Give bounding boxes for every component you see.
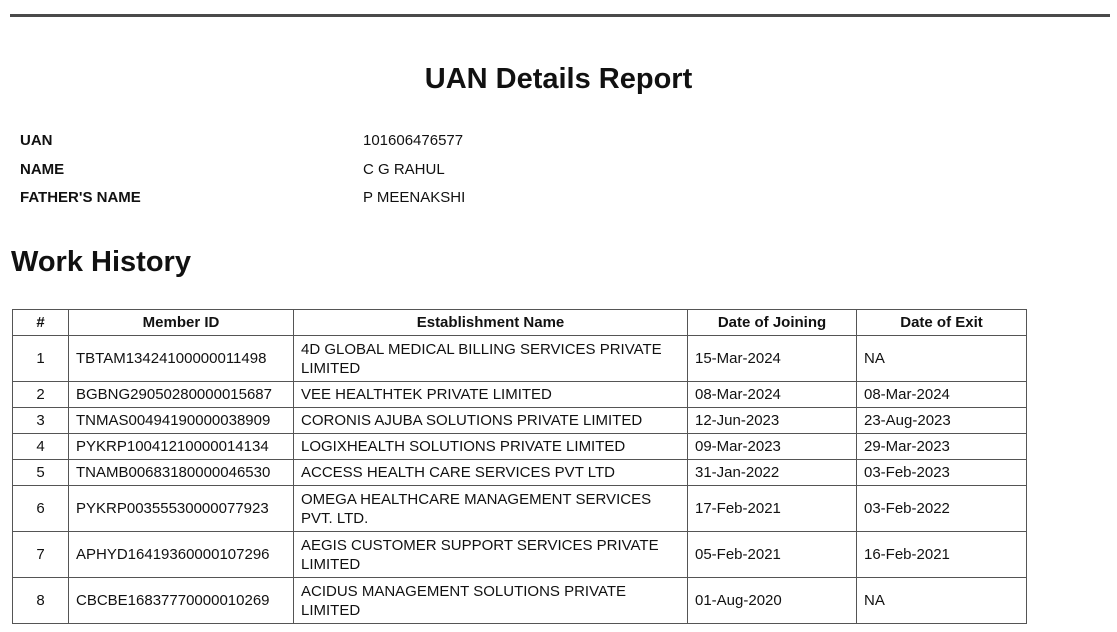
member-id-cell: PYKRP10041210000014134	[69, 434, 294, 460]
row-number: 5	[13, 460, 69, 486]
member-id-cell: PYKRP00355530000077923	[69, 486, 294, 532]
member-id-cell: TNMAS00494190000038909	[69, 408, 294, 434]
father-name-value: P MEENAKSHI	[363, 189, 466, 206]
name-value: C G RAHUL	[363, 160, 445, 178]
row-number: 4	[13, 434, 69, 460]
work-history-title: Work History	[11, 246, 191, 278]
column-header-date-of-exit: Date of Exit	[857, 310, 1027, 336]
row-number: 8	[13, 578, 69, 624]
table-row	[13, 578, 1027, 624]
table-row	[13, 382, 1027, 408]
name-label: NAME	[20, 160, 65, 178]
establishment-cell: ACCESS HEALTH CARE SERVICES PVT LTD	[294, 460, 688, 486]
table-row	[13, 336, 1027, 382]
date-of-joining-cell: 09-Mar-2023	[688, 434, 857, 460]
uan-label: UAN	[20, 132, 53, 149]
member-id-cell: APHYD16419360000107296	[69, 532, 294, 578]
row-number: 2	[13, 382, 69, 408]
date-of-exit-cell: 29-Mar-2023	[857, 434, 1027, 460]
date-of-exit-cell: NA	[857, 336, 1027, 382]
date-of-exit-cell: 03-Feb-2022	[857, 486, 1027, 532]
date-of-exit-cell: 03-Feb-2023	[857, 460, 1027, 486]
date-of-joining-cell: 15-Mar-2024	[688, 336, 857, 382]
row-number: 3	[13, 408, 69, 434]
establishment-cell: 4D GLOBAL MEDICAL BILLING SERVICES PRIVATE LIMITED	[294, 336, 688, 382]
date-of-exit-cell: NA	[857, 578, 1027, 624]
table-header-row	[13, 310, 1027, 336]
date-of-exit-cell: 08-Mar-2024	[857, 382, 1027, 408]
date-of-joining-cell: 31-Jan-2022	[688, 460, 857, 486]
date-of-joining-cell: 12-Jun-2023	[688, 408, 857, 434]
date-of-joining-cell: 01-Aug-2020	[688, 578, 857, 624]
top-divider	[10, 14, 1110, 17]
row-number: 1	[13, 336, 69, 382]
date-of-joining-cell: 05-Feb-2021	[688, 532, 857, 578]
row-number: 6	[13, 486, 69, 532]
column-header-date-of-joining: Date of Joining	[688, 310, 857, 336]
establishment-cell: LOGIXHEALTH SOLUTIONS PRIVATE LIMITED	[294, 434, 688, 460]
column-header-establishment: Establishment Name	[294, 310, 688, 336]
table-row	[13, 434, 1027, 460]
uan-value: 101606476577	[363, 132, 464, 149]
table-row	[13, 532, 1027, 578]
member-id-cell: TNAMB00683180000046530	[69, 460, 294, 486]
table-row	[13, 408, 1027, 434]
member-id-cell: BGBNG29050280000015687	[69, 382, 294, 408]
row-number: 7	[13, 532, 69, 578]
column-header-number: #	[13, 310, 69, 336]
column-header-member-id: Member ID	[69, 310, 294, 336]
establishment-cell: OMEGA HEALTHCARE MANAGEMENT SERVICES PVT. LTD.	[294, 486, 688, 532]
establishment-cell: CORONIS AJUBA SOLUTIONS PRIVATE LIMITED	[294, 408, 688, 434]
table-row	[13, 460, 1027, 486]
date-of-exit-cell: 23-Aug-2023	[857, 408, 1027, 434]
report-title: UAN Details Report	[424, 63, 693, 95]
work-history-table	[12, 309, 1027, 624]
date-of-exit-cell: 16-Feb-2021	[857, 532, 1027, 578]
member-id-cell: CBCBE16837770000010269	[69, 578, 294, 624]
table-row	[13, 486, 1027, 532]
establishment-cell: VEE HEALTHTEK PRIVATE LIMITED	[294, 382, 688, 408]
father-name-label: FATHER'S NAME	[20, 189, 141, 206]
member-id-cell: TBTAM13424100000011498	[69, 336, 294, 382]
date-of-joining-cell: 08-Mar-2024	[688, 382, 857, 408]
date-of-joining-cell: 17-Feb-2021	[688, 486, 857, 532]
establishment-cell: AEGIS CUSTOMER SUPPORT SERVICES PRIVATE LIMITED	[294, 532, 688, 578]
establishment-cell: ACIDUS MANAGEMENT SOLUTIONS PRIVATE LIMITED	[294, 578, 688, 624]
